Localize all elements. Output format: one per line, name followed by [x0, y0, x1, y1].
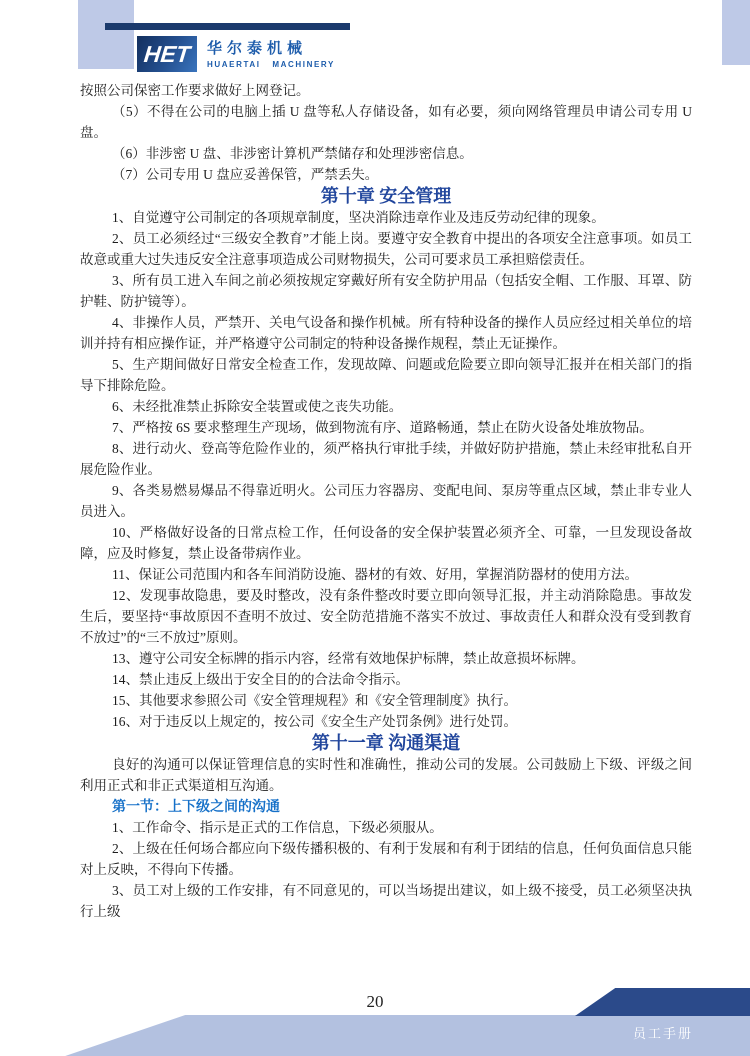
list-item: 3、所有员工进入车间之前必须按规定穿戴好所有安全防护用品（包括安全帽、工作服、耳罩、防护鞋、防护镜等）。 — [80, 273, 692, 309]
chapter-11-title: 第十一章 沟通渠道 — [311, 733, 461, 753]
list-item: 16、对于违反以上规定的，按公司《安全生产处罚条例》进行处罚。 — [112, 714, 517, 729]
chapter-10-title: 第十章 安全管理 — [320, 186, 452, 206]
list-item: 9、各类易燃易爆品不得靠近明火。公司压力容器房、变配电间、泵房等重点区域，禁止非专业人员进入。 — [80, 483, 692, 519]
corner-decor-left — [78, 0, 134, 69]
list-item: 14、禁止违反上级出于安全目的的合法命令指示。 — [112, 672, 409, 687]
list-item: 6、未经批准禁止拆除安全装置或使之丧失功能。 — [112, 399, 403, 414]
document-body — [80, 80, 692, 922]
company-logo-icon — [137, 36, 197, 72]
list-item: 8、进行动火、登高等危险作业的，须严格执行审批手续，并做好防护措施，禁止未经审批私自开展危险作业。 — [80, 441, 692, 477]
brand-block — [207, 37, 427, 69]
list-item: 4、非操作人员，严禁开、关电气设备和操作机械。所有特种设备的操作人员应经过相关单位的培训并持有相应操作证，并严格遵守公司制定的特种设备操作规程，禁止无证操作。 — [80, 315, 692, 351]
list-item: 5、生产期间做好日常安全检查工作，发现故障、问题或危险要立即向领导汇报并在相关部门的指导下排除危险。 — [80, 357, 692, 393]
corner-decor-right — [722, 0, 750, 65]
list-item: 15、其他要求参照公司《安全管理规程》和《安全管理制度》执行。 — [112, 693, 517, 708]
list-item: 3、员工对上级的工作安排，有不同意见的，可以当场提出建议，如上级不接受，员工必须坚决执行上级 — [80, 883, 692, 919]
list-item: 2、上级在任何场合都应向下级传播积极的、有利于发展和有利于团结的信息，任何负面信息只能对上反映，不得向下传播。 — [80, 841, 692, 877]
page-number: 20 — [366, 992, 384, 1011]
list-item: 2、员工必须经过“三级安全教育”才能上岗。要遵守安全教育中提出的各项安全注意事项。如员工故意或重大过失违反安全注意事项造成公司财物损失，公司可要求员工承担赔偿责任。 — [80, 231, 692, 267]
section-1-heading: 第一节：上下级之间的沟通 — [112, 798, 280, 814]
list-item: 12、发现事故隐患，要及时整改，没有条件整改时要立即向领导汇报，并主动消除隐患。事故发生后，要坚持“事故原因不查明不放过、安全防范措施不落实不放过、事故责任人和群众没有受到教育不放过”的“三不放过”原则。 — [80, 588, 692, 645]
document-title-label: 员工手册 — [632, 1026, 693, 1041]
list-item: 1、工作命令、指示是正式的工作信息，下级必须服从。 — [112, 820, 443, 835]
paragraph-intro: 良好的沟通可以保证管理信息的实时性和准确性，推动公司的发展。公司鼓励上下级、评级之间利用正式和非正式渠道相互沟通。 — [80, 757, 692, 793]
brand-name-chinese: 华尔泰机械 — [207, 40, 308, 57]
header-rule-bar — [105, 23, 350, 30]
list-item: 10、严格做好设备的日常点检工作，任何设备的安全保护装置必须齐全、可靠，一旦发现设备故障，应及时修复，禁止设备带病作业。 — [80, 525, 692, 561]
list-item: （7）公司专用 U 盘应妥善保管，严禁丢失。 — [112, 167, 379, 182]
list-item: 13、遵守公司安全标牌的指示内容，经常有效地保护标牌，禁止故意损坏标牌。 — [112, 651, 585, 666]
logo-text: HET — [142, 40, 192, 67]
list-item: （5）不得在公司的电脑上插 U 盘等私人存储设备，如有必要，须向网络管理员申请公司专用 U 盘。 — [80, 104, 692, 140]
paragraph-continuation: 按照公司保密工作要求做好上网登记。 — [80, 83, 310, 98]
list-item: （6）非涉密 U 盘、非涉密计算机严禁储存和处理涉密信息。 — [112, 146, 473, 161]
list-item: 7、严格按 6S 要求整理生产现场，做到物流有序、道路畅通，禁止在防火设备处堆放物品。 — [112, 420, 653, 435]
list-item: 11、保证公司范围内和各车间消防设施、器材的有效、好用，掌握消防器材的使用方法。 — [112, 567, 638, 582]
list-item: 1、自觉遵守公司制定的各项规章制度，坚决消除违章作业及违反劳动纪律的现象。 — [112, 210, 605, 225]
brand-name-english: HUAERTAI MACHINERY — [207, 60, 335, 69]
